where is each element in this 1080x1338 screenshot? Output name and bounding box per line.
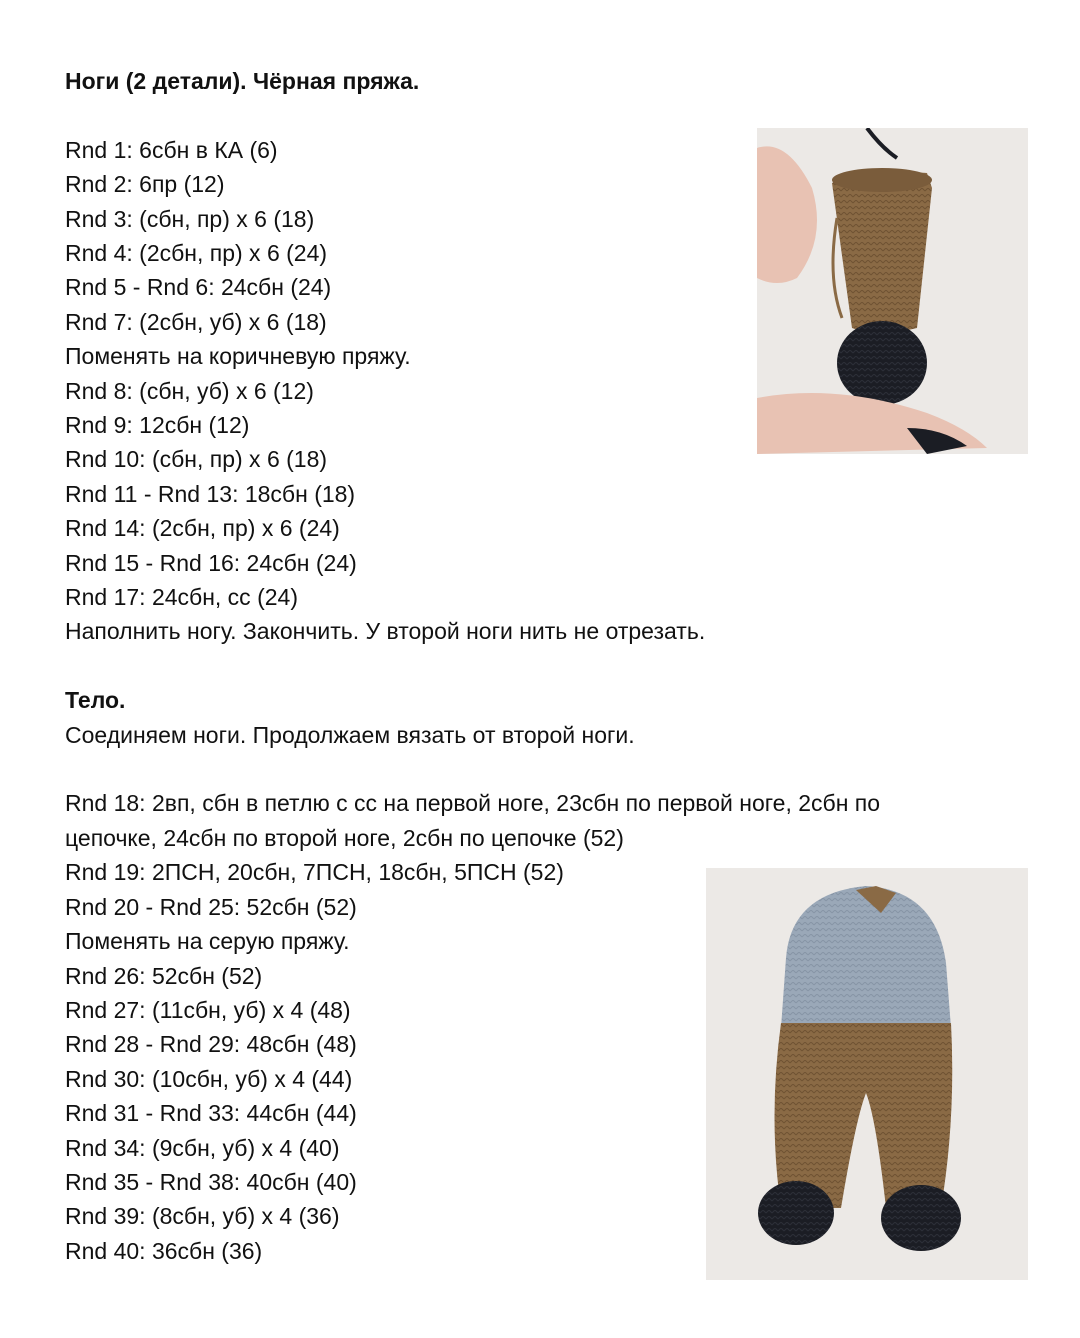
- instruction-line: Rnd 4: (2сбн, пр) х 6 (24): [65, 240, 328, 267]
- instruction-line: Rnd 14: (2сбн, пр) х 6 (24): [65, 515, 340, 542]
- instruction-line: Rnd 26: 52сбн (52): [65, 962, 263, 989]
- instruction-line: Rnd 31 - Rnd 33: 44сбн (44): [65, 1100, 357, 1127]
- body-heading: Тело.: [65, 687, 126, 714]
- body-intro: Соединяем ноги. Продолжаем вязать от второй ноги.: [65, 721, 635, 748]
- body-photo: [706, 868, 1028, 1280]
- instruction-line: Rnd 8: (сбн, уб) х 6 (12): [65, 377, 314, 404]
- instruction-line: Rnd 10: (сбн, пр) х 6 (18): [65, 446, 328, 473]
- instruction-line: Rnd 35 - Rnd 38: 40сбн (40): [65, 1168, 357, 1195]
- instruction-line: Rnd 5 - Rnd 6: 24сбн (24): [65, 274, 332, 301]
- instruction-line: Rnd 28 - Rnd 29: 48сбн (48): [65, 1031, 357, 1058]
- instruction-line: Rnd 30: (10сбн, уб) х 4 (44): [65, 1065, 353, 1092]
- instruction-line: Rnd 40: 36сбн (36): [65, 1237, 263, 1264]
- instruction-line: Rnd 17: 24сбн, сс (24): [65, 584, 298, 611]
- instruction-line: Rnd 20 - Rnd 25: 52сбн (52): [65, 893, 357, 920]
- instruction-line: Rnd 9: 12сбн (12): [65, 412, 250, 439]
- leg-photo: [757, 128, 1028, 454]
- instruction-line: Rnd 34: (9сбн, уб) х 4 (40): [65, 1134, 340, 1161]
- instruction-line: Rnd 7: (2сбн, уб) х 6 (18): [65, 308, 327, 335]
- legs-heading: Ноги (2 детали). Чёрная пряжа.: [65, 68, 420, 94]
- instruction-line: Поменять на коричневую пряжу.: [65, 343, 411, 370]
- instruction-line: Поменять на серую пряжу.: [65, 928, 350, 955]
- instruction-line: Rnd 27: (11сбн, уб) х 4 (48): [65, 996, 351, 1023]
- instruction-line: Rnd 2: 6пр (12): [65, 171, 225, 198]
- instruction-line: Rnd 19: 2ПСН, 20сбн, 7ПСН, 18сбн, 5ПСН (52): [65, 859, 564, 886]
- instruction-line: Rnd 18: 2вп, сбн в петлю с сс на первой ноге, 23сбн по первой ноге, 2сбн по: [65, 790, 881, 817]
- instruction-line: Rnd 3: (сбн, пр) х 6 (18): [65, 205, 315, 232]
- instruction-line: Rnd 1: 6сбн в КА (6): [65, 136, 278, 163]
- instruction-line: цепочке, 24сбн по второй ноге, 2сбн по цепочке (52): [65, 824, 624, 851]
- instruction-line: Rnd 39: (8сбн, уб) х 4 (36): [65, 1203, 340, 1230]
- instruction-line: Rnd 11 - Rnd 13: 18сбн (18): [65, 480, 356, 507]
- instruction-line: Rnd 15 - Rnd 16: 24сбн (24): [65, 549, 357, 576]
- instruction-line: Наполнить ногу. Закончить. У второй ноги нить не отрезать.: [65, 618, 706, 645]
